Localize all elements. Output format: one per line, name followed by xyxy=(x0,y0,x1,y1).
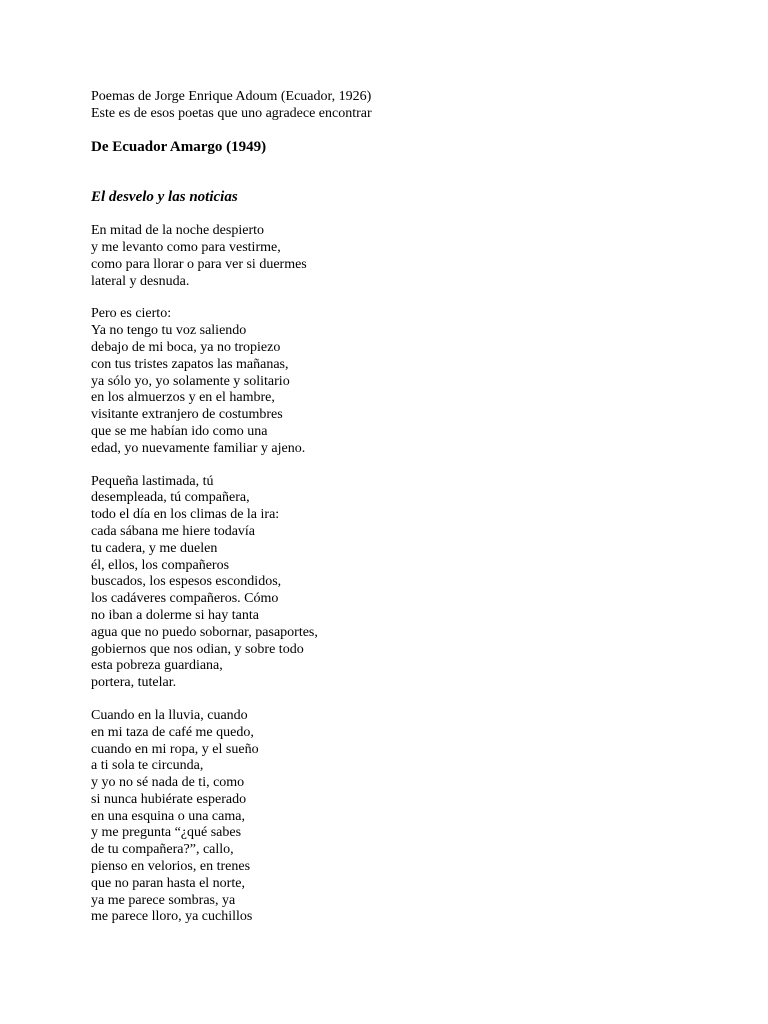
poem-line: él, ellos, los compañeros xyxy=(91,557,230,573)
poem-line: que no paran hasta el norte, xyxy=(91,875,245,891)
poem-line: Pequeña lastimada, tú xyxy=(91,473,214,489)
intro-line-1: Poemas de Jorge Enrique Adoum (Ecuador, 1926) xyxy=(91,89,372,104)
poem-line: me parece lloro, ya cuchillos xyxy=(91,909,253,925)
poem-line: cuando en mi ropa, y el sueño xyxy=(91,741,259,757)
stanza-2 xyxy=(91,306,711,457)
poem-line: desempleada, tú compañera, xyxy=(91,490,250,506)
stanza-3 xyxy=(91,474,711,692)
poem-line: todo el día en los climas de la ira: xyxy=(91,507,280,523)
poem-line: esta pobreza guardiana, xyxy=(91,658,223,674)
poem-line: visitante extranjero de costumbres xyxy=(91,407,283,423)
intro-line-2: Este es de esos poetas que uno agradece encontrar xyxy=(91,105,372,121)
poem-line: que se me habían ido como una xyxy=(91,423,268,439)
poem-line: Pero es cierto: xyxy=(91,306,172,322)
stanza-4 xyxy=(91,708,711,926)
poem-line: Ya no tengo tu voz saliendo xyxy=(91,323,247,339)
document-page xyxy=(91,89,711,926)
poem-line: pienso en velorios, en trenes xyxy=(91,859,251,875)
poem-line: con tus tristes zapatos las mañanas, xyxy=(91,356,289,372)
poem-line: agua que no puedo sobornar, pasaportes, xyxy=(91,624,318,640)
poem-line: edad, yo nuevamente familiar y ajeno. xyxy=(91,440,306,456)
poem-line: en los almuerzos y en el hambre, xyxy=(91,390,275,406)
book-heading: De Ecuador Amargo (1949) xyxy=(91,138,267,155)
poem-line: y me levanto como para vestirme, xyxy=(91,239,281,255)
poem-line: gobiernos que nos odian, y sobre todo xyxy=(91,641,304,657)
poem-line: de tu compañera?”, callo, xyxy=(91,842,234,858)
poem-line: y me pregunta “¿qué sabes xyxy=(91,825,242,841)
poem-title: El desvelo y las noticias xyxy=(91,189,238,206)
poem-line: los cadáveres compañeros. Cómo xyxy=(91,591,279,607)
poem-line: en una esquina o una cama, xyxy=(91,808,245,824)
poem-line: a ti sola te circunda, xyxy=(91,758,204,774)
poem-line: no iban a dolerme si hay tanta xyxy=(91,607,259,623)
poem-line: ya sólo yo, yo solamente y solitario xyxy=(91,373,290,389)
poem-line: cada sábana me hiere todavía xyxy=(91,523,256,539)
poem-line: buscados, los espesos escondidos, xyxy=(91,574,282,590)
stanza-1 xyxy=(91,223,711,290)
poem-line: debajo de mi boca, ya no tropiezo xyxy=(91,339,281,355)
poem-line: Cuando en la lluvia, cuando xyxy=(91,707,248,723)
poem-line: y yo no sé nada de ti, como xyxy=(91,775,245,791)
poem-line: tu cadera, y me duelen xyxy=(91,540,218,556)
poem-line: en mi taza de café me quedo, xyxy=(91,724,254,740)
poem-line: En mitad de la noche despierto xyxy=(91,223,264,239)
poem-line: como para llorar o para ver si duermes xyxy=(91,256,307,272)
poem-line: lateral y desnuda. xyxy=(91,273,190,289)
poem-line: portera, tutelar. xyxy=(91,675,177,691)
poem-line: si nunca hubiérate esperado xyxy=(91,791,247,807)
poem-line: ya me parece sombras, ya xyxy=(91,892,236,908)
